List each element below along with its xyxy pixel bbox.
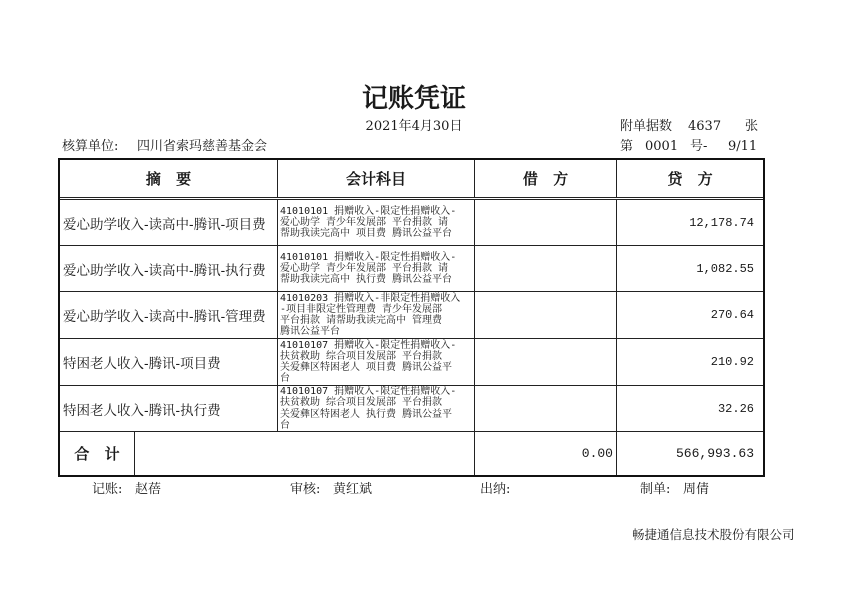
attachments-unit: 张 (745, 119, 759, 134)
entry-credit: 32.26 (717, 401, 754, 416)
account-line: 爱心助学 青少年发展部 平台捐款 请 (280, 262, 449, 274)
entry-credit: 210.92 (710, 355, 754, 369)
total-debit: 0.00 (475, 432, 617, 475)
account-line: 腾讯公益平台 (280, 326, 340, 338)
entry-credit: 12,178.74 (689, 215, 754, 230)
bookkeeper-label: 记账: (92, 482, 123, 497)
header-debit: 借 方 (475, 160, 617, 197)
table-row (60, 339, 763, 386)
account-line: 41010101 捐赠收入-限定性捐赠收入- (280, 251, 457, 263)
voucher-number-suffix: 号- (690, 139, 708, 154)
total-label: 合 计 (60, 432, 135, 475)
account-line: 台 (280, 419, 290, 431)
voucher-number-prefix: 第 (620, 139, 634, 154)
entry-account (278, 339, 475, 385)
unit-label: 核算单位: (62, 139, 119, 154)
voucher-date: 2021年4月30日 (365, 119, 463, 134)
entry-credit: 1,082.55 (696, 261, 754, 276)
account-line: 41010101 捐赠收入-限定性捐赠收入- (280, 205, 457, 217)
table-row (60, 200, 763, 246)
account-line: 关爱彝区特困老人 执行费 腾讯公益平 (280, 408, 453, 420)
preparer-name: 周倩 (683, 482, 710, 497)
account-line: 帮助我读完高中 项目费 腾讯公益平台 (280, 228, 453, 240)
table-row (60, 292, 763, 339)
cashier-label: 出纳: (480, 482, 511, 497)
entry-account (278, 246, 475, 291)
unit-name: 四川省索玛慈善基金会 (137, 139, 268, 154)
table-row (60, 246, 763, 292)
entry-summary: 爱心助学收入-读高中-腾讯-管理费 (60, 292, 278, 338)
account-line: 关爱彝区特困老人 项目费 腾讯公益平 (280, 362, 453, 373)
entry-summary: 爱心助学收入-读高中-腾讯-执行费 (60, 246, 278, 291)
entry-account (278, 292, 475, 338)
header-account: 会计科目 (278, 160, 475, 197)
table-row (60, 386, 763, 432)
entry-summary: 特困老人收入-腾讯-执行费 (60, 386, 278, 431)
reviewer-label: 审核: (290, 482, 321, 497)
entry-summary: 爱心助学收入-读高中-腾讯-项目费 (60, 200, 278, 245)
entry-debit (475, 200, 617, 245)
account-line: -项目非限定性管理费 青少年发展部 (280, 303, 443, 315)
attachments-label: 附单据数 (620, 119, 673, 134)
total-blank-cell (135, 432, 475, 475)
total-credit: 566,993.63 (675, 446, 754, 461)
account-line: 41010107 捐赠收入-限定性捐赠收入- (280, 386, 457, 398)
entry-summary: 特困老人收入-腾讯-项目费 (60, 339, 278, 385)
account-line: 爱心助学 青少年发展部 平台捐款 请 (280, 216, 449, 228)
account-line: 扶贫救助 综合项目发展部 平台捐款 (280, 397, 443, 409)
entry-debit (475, 292, 617, 338)
voucher-number: 0001 (645, 139, 679, 154)
account-line: 台 (280, 373, 290, 385)
entry-debit (475, 246, 617, 291)
voucher-page: 9/11 (728, 139, 758, 154)
entry-account (278, 386, 475, 431)
software-vendor: 畅捷通信息技术股份有限公司 (632, 527, 795, 542)
account-line: 41010203 捐赠收入-非限定性捐赠收入 (280, 292, 461, 304)
account-line: 扶贫救助 综合项目发展部 平台捐款 (280, 350, 443, 362)
account-line: 平台捐款 请帮助我读完高中 管理费 (280, 315, 443, 326)
total-row (60, 432, 763, 475)
header-summary: 摘 要 (60, 160, 278, 197)
account-line: 帮助我读完高中 执行费 腾讯公益平台 (280, 274, 453, 286)
entry-debit (475, 386, 617, 431)
account-line: 41010107 捐赠收入-限定性捐赠收入- (280, 339, 457, 351)
attachments-count: 4637 (688, 119, 722, 134)
preparer-label: 制单: (640, 482, 671, 497)
table-header-row (60, 160, 763, 200)
bookkeeper-name: 赵蓓 (135, 482, 162, 497)
header-credit: 贷 方 (667, 170, 713, 188)
entry-credit: 270.64 (710, 308, 754, 322)
entry-debit (475, 339, 617, 385)
reviewer-name: 黄红斌 (333, 482, 373, 497)
voucher-title: 记账凭证 (361, 84, 466, 114)
entry-account (278, 200, 475, 245)
voucher-table (58, 158, 765, 477)
